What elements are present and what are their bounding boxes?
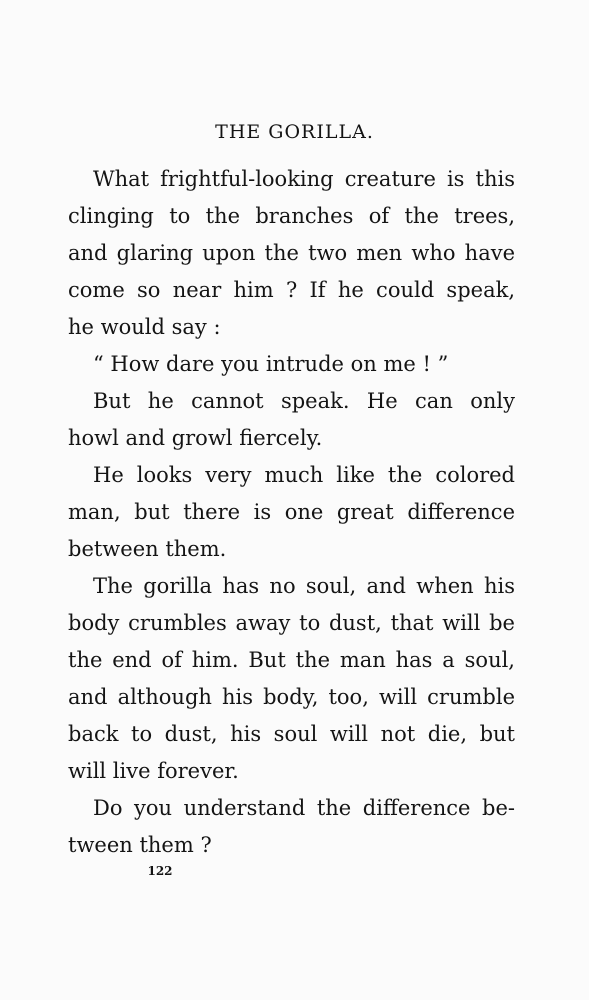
text-line: will live forever. <box>68 759 239 783</box>
text-line: He looks very much like the colored <box>93 463 515 487</box>
text-line: back to dust, his soul will not die, but <box>68 722 515 746</box>
text-line: “ How dare you intrude on me ! ” <box>93 352 449 376</box>
text-line: What frightful-looking creature is this <box>93 167 515 191</box>
text-line: But he cannot speak. He can only <box>93 389 515 413</box>
text-line: The gorilla has no soul, and when his <box>93 574 515 598</box>
text-line: howl and growl fiercely. <box>68 426 323 450</box>
text-line: man, but there is one great difference <box>68 500 515 524</box>
text-line: tween them ? <box>68 833 212 857</box>
text-line: clinging to the branches of the trees, <box>68 204 515 228</box>
page-number: 122 <box>147 864 173 878</box>
text-line: and although his body, too, will crumble <box>68 685 515 709</box>
text-line: he would say : <box>68 315 221 339</box>
text-line: Do you understand the difference be- <box>93 796 515 820</box>
text-line: between them. <box>68 537 227 561</box>
page-title: THE GORILLA. <box>215 121 374 143</box>
text-line: come so near him ? If he could speak, <box>68 278 515 302</box>
text-line: the end of him. But the man has a soul, <box>68 648 515 672</box>
text-line: body crumbles away to dust, that will be <box>68 611 515 635</box>
text-line: and glaring upon the two men who have <box>68 241 515 265</box>
